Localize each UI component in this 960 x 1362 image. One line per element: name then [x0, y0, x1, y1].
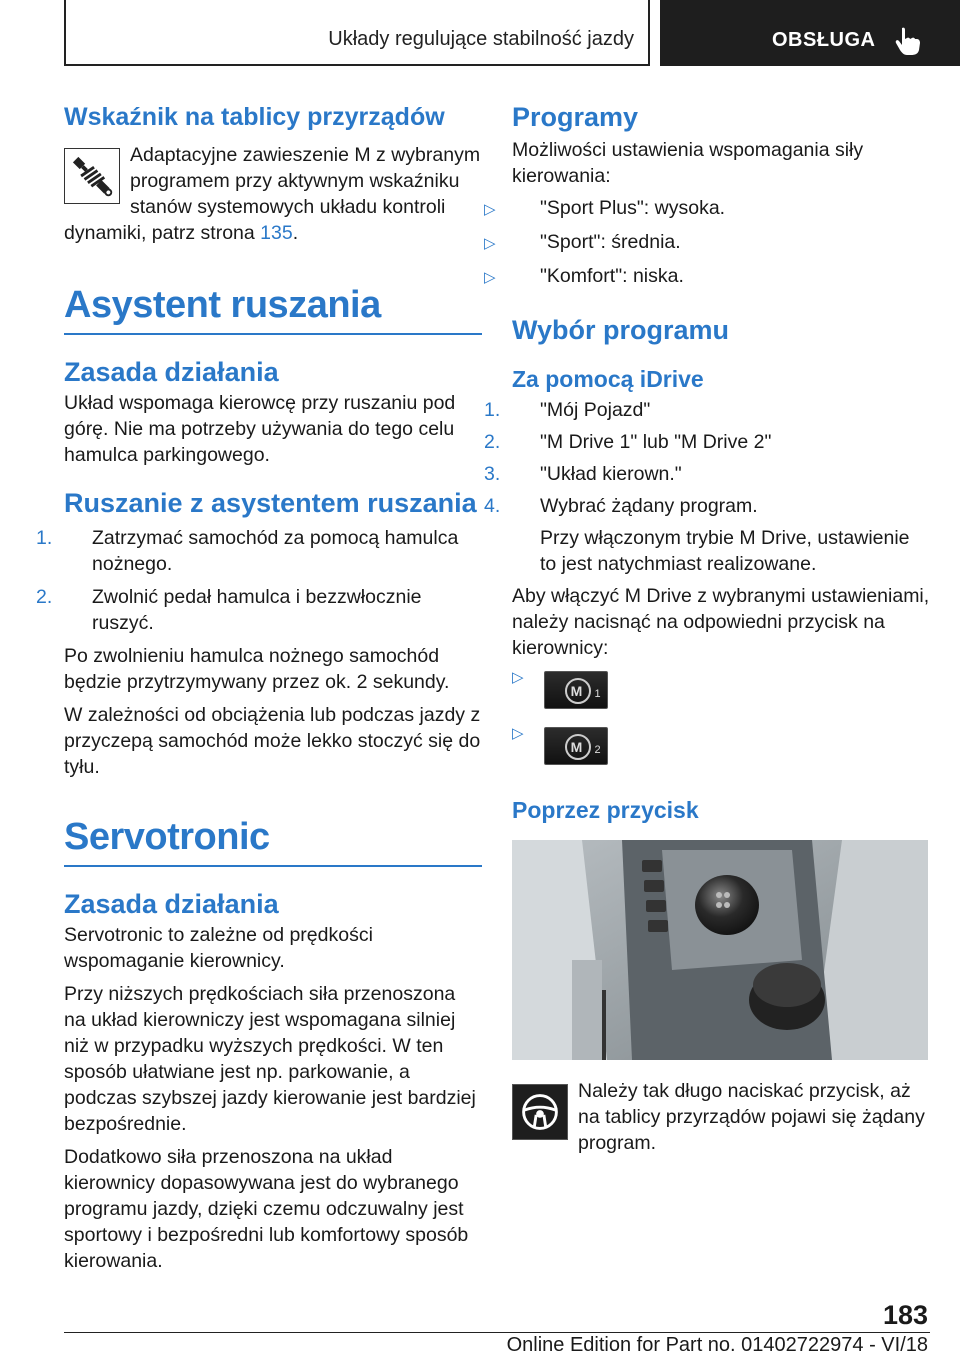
- button-heading: Poprzez przycisk: [512, 797, 699, 823]
- section-tab: [64, 0, 650, 66]
- list-item: 2. Zwolnić pedał hamulca i bezzwłocznie ruszyć.: [36, 586, 422, 634]
- page-reference-link[interactable]: 135: [260, 222, 293, 244]
- programs-heading: Programy: [512, 102, 639, 132]
- selection-heading: Wybór programu: [512, 315, 730, 345]
- footer-edition: Online Edition for Part no. 01402722974 - VI/18: [506, 1334, 928, 1356]
- hill-assist-steps: [36, 525, 482, 636]
- m-drive-2-button: M 2: [544, 727, 608, 765]
- hill-assist-principle-text: Układ wspomaga kierowcę przy ruszaniu pod górę. Nie ma potrzeby używania do tego celu hamulca parkingowego.: [64, 392, 456, 466]
- indicator-text: Adaptacyjne zawieszenie M z wybranym programem przy aktywnym wskaźniku stanów systemowych układu kontroli dynamiki, patrz strona 135.: [64, 144, 481, 244]
- section-title: Układy regulujące stabilność jazdy: [328, 28, 634, 50]
- idrive-heading: Za pomocą iDrive: [512, 366, 704, 392]
- center-console-photo: [512, 840, 928, 1060]
- page-number: 183: [882, 1300, 928, 1330]
- hill-assist-start-heading: Ruszanie z asystentem ruszania: [64, 488, 477, 518]
- list-item: 1. "Mój Pojazd": [484, 399, 651, 421]
- left-column: [36, 100, 482, 1274]
- hill-assist-title: Asystent ruszania: [64, 284, 482, 335]
- steering-wheel-icon: [512, 1084, 568, 1140]
- hill-assist-note-2: W zależności od obciążenia lub podczas jazdy z przyczepą samochód może lekko stoczyć się do tyłu.: [64, 704, 481, 778]
- list-item: 4. Wybrać żądany program.: [484, 495, 758, 517]
- indicator-heading: Wskaźnik na tablicy przyrządów: [64, 103, 445, 131]
- hill-assist-note-1: Po zwolnieniu hamulca nożnego samochód będzie przytrzymywany przez ok. 2 sekundy.: [64, 645, 450, 693]
- list-item: ▷ "Sport": średnia.: [484, 231, 681, 253]
- right-column: [484, 100, 930, 1156]
- pointing-hand-icon: [894, 26, 922, 56]
- list-item: ▷ M 1: [512, 671, 930, 715]
- button-block: [512, 1078, 930, 1156]
- button-text: Należy tak długo naciskać przycisk, aż na tablicy przyrządów pojawi się żądany program.: [578, 1080, 925, 1154]
- servotronic-title: Servotronic: [64, 816, 482, 867]
- list-item: ▷ "Sport Plus": wysoka.: [484, 197, 726, 219]
- programs-list: [484, 195, 930, 291]
- list-item: 2. "M Drive 1" lub "M Drive 2": [484, 431, 772, 453]
- servotronic-principle-heading: Zasada działania: [64, 889, 279, 919]
- list-item: ▷ "Komfort": niska.: [484, 265, 684, 287]
- step4-note: Przy włączonym trybie M Drive, ustawienie to jest natychmiast realizowane.: [540, 527, 910, 575]
- hill-assist-principle-heading: Zasada działania: [64, 357, 279, 387]
- shock-absorber-icon: [64, 148, 120, 204]
- list-item: 3. "Układ kierown.": [484, 463, 682, 485]
- list-item: 1. Zatrzymać samochód za pomocą hamulca nożnego.: [36, 527, 459, 575]
- servotronic-text-3: Dodatkowo siła przenoszona na układ kierownicy dopasowywana jest do wybranego programu jazdy, dzięki czemu odczuwalny jest sportowy i bezpośredni lub komfortowy sposób kierowania.: [64, 1146, 469, 1272]
- list-item: ▷ M 2: [512, 727, 930, 771]
- chapter-tab: [660, 0, 960, 66]
- idrive-steps: [484, 397, 930, 577]
- programs-intro: Możliwości ustawienia wspomagania siły kierowania:: [512, 139, 864, 187]
- servotronic-text-2: Przy niższych prędkościach siła przenoszona na układ kierowniczy jest wspomagana silniej niż w przypadku wyższych prędkości. W ten sposób ułatwiane jest np. parkowanie, a podczas szybszej jazdy kierowanie jest bardziej bezpośrednie.: [64, 983, 476, 1135]
- mdrive-buttons-list: [512, 671, 930, 771]
- mdrive-text: Aby włączyć M Drive z wybranymi ustawieniami, należy nacisnąć na odpowiedni przycisk na kierownicy:: [512, 585, 930, 659]
- chapter-title: OBSŁUGA: [772, 29, 876, 51]
- servotronic-text-1: Servotronic to zależne od prędkości wspomaganie kierownicy.: [64, 924, 373, 972]
- page-header: [64, 0, 960, 66]
- indicator-block: [64, 142, 482, 246]
- footer-divider: [64, 1332, 930, 1333]
- m-drive-1-button: M 1: [544, 671, 608, 709]
